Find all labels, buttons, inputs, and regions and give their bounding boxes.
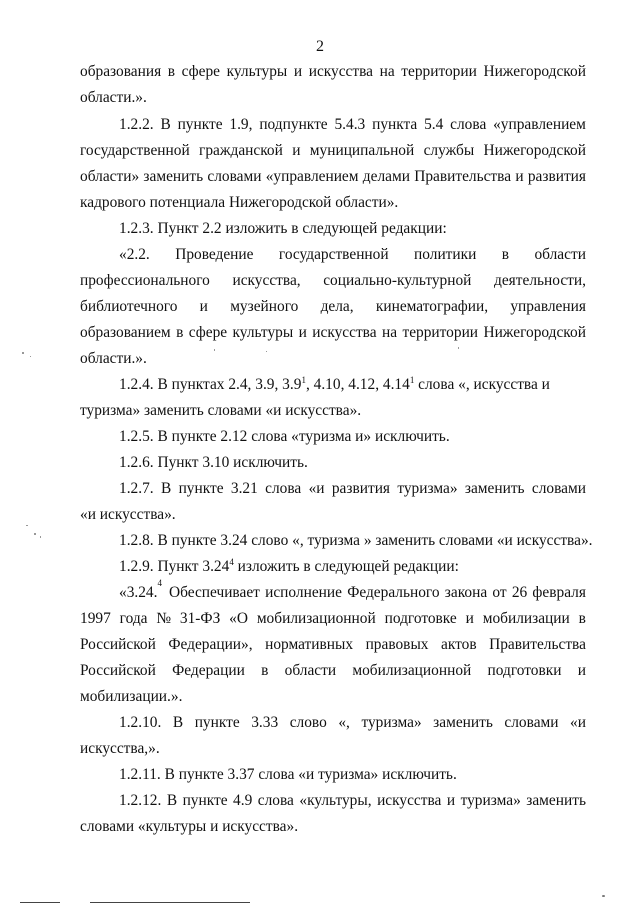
word: заменить	[143, 168, 204, 185]
word: 5.4	[424, 116, 444, 133]
word: искусства	[312, 324, 377, 341]
word: Нижегородской	[483, 142, 586, 159]
text-run: 1.2.4. В пунктах 2.4, 3.9, 3.9	[119, 376, 302, 393]
word: и	[446, 792, 456, 809]
word: туризма»	[397, 480, 458, 497]
word: пункте	[182, 792, 228, 809]
word: и	[293, 63, 303, 80]
text-line-25: мобилизации.».	[80, 688, 183, 705]
word: 1.2.10.	[119, 714, 162, 731]
word: подпункте	[259, 116, 328, 133]
word: туризма»	[361, 714, 422, 731]
word: муниципальной	[309, 142, 415, 159]
word: февраля	[532, 584, 586, 601]
word: службы	[423, 142, 475, 159]
word: «управлением	[265, 168, 359, 185]
word: туризма»	[460, 792, 521, 809]
word: «О	[229, 610, 248, 627]
word: актов	[441, 636, 477, 653]
word: области	[534, 246, 586, 263]
word: 1997	[80, 610, 111, 627]
word: «и	[570, 714, 586, 731]
word: 4.9	[233, 792, 253, 809]
word: Федерации»,	[168, 636, 253, 653]
word: сфере	[188, 324, 228, 341]
text-line-17	[119, 479, 586, 499]
word: закона	[444, 584, 488, 601]
word: образованием	[80, 324, 171, 341]
word: мобилизации	[482, 610, 570, 627]
word: Проведение	[175, 246, 254, 263]
word: делами	[362, 168, 410, 185]
word: 1.2.12.	[119, 792, 162, 809]
word: и	[465, 610, 474, 627]
word: на	[381, 324, 398, 341]
text-line-19: 1.2.8. В пункте 3.24 слово «, туризма » заменить словами «и искусства».	[119, 532, 593, 549]
text-run: «3.24.	[119, 584, 158, 601]
text-line-6: кадрового потенциала Нижегородской области».	[80, 194, 399, 211]
text-line-5	[80, 167, 586, 187]
text-run: изложить в следующей редакции:	[233, 558, 459, 575]
word: и	[292, 142, 301, 159]
text-line-20	[119, 557, 459, 577]
text-line-13	[119, 375, 550, 395]
page-number: 2	[316, 38, 324, 55]
text-line-11	[80, 323, 586, 343]
word: области	[284, 662, 337, 679]
word: 26	[511, 584, 528, 601]
word: «и	[308, 480, 325, 497]
word: искусства	[377, 792, 442, 809]
text-line-3	[119, 115, 586, 135]
text-line-16: 1.2.6. Пункт 3.10 исключить.	[119, 454, 308, 471]
scan-speck	[30, 356, 31, 357]
word: библиотечного	[80, 298, 178, 315]
word: Федерации	[172, 662, 245, 679]
word: 1.9,	[229, 116, 253, 133]
word: культуры	[232, 324, 294, 341]
scan-speck	[266, 351, 267, 352]
word: правовых	[365, 636, 429, 653]
word: слова	[257, 792, 294, 809]
word: и	[515, 168, 524, 185]
scan-speck	[602, 895, 605, 897]
word: социально-культурной	[323, 272, 472, 289]
word: сфере	[181, 63, 221, 80]
word: Российской	[80, 662, 156, 679]
word: подготовке	[384, 610, 457, 627]
text-line-9	[80, 271, 586, 291]
word: заменить	[433, 714, 493, 731]
word: пункта	[372, 116, 418, 133]
word: музейного	[230, 298, 299, 315]
word: территории	[401, 63, 477, 80]
word: развития	[331, 480, 391, 497]
word: развития	[527, 168, 586, 185]
word: образования	[80, 63, 162, 80]
scan-speck	[22, 352, 24, 354]
text-line-15: 1.2.5. В пункте 2.12 слова «туризма и» исключить.	[119, 428, 450, 445]
word: 3.33	[251, 714, 279, 731]
word: мобилизационной	[352, 662, 472, 679]
word: 1.2.2.	[119, 116, 154, 133]
word: Нижегородской	[483, 63, 586, 80]
word: В	[172, 714, 184, 731]
word: «культуры,	[299, 792, 372, 809]
text-line-1	[80, 62, 586, 82]
word: на	[379, 63, 395, 80]
text-run: 1.2.9. Пункт 3.24	[119, 558, 230, 575]
scan-speck	[214, 349, 215, 351]
word: «управлением	[493, 116, 586, 133]
word: государственной	[80, 142, 190, 159]
word: года	[119, 610, 148, 627]
text-line-18: «и искусства».	[80, 506, 176, 523]
text-line-2: области.».	[80, 89, 147, 106]
text-line-27: искусства,».	[80, 740, 160, 757]
word: №	[156, 610, 172, 627]
text-line-30: словами «культуры и искусства».	[80, 818, 299, 835]
word: Российской	[80, 636, 156, 653]
word: В	[166, 792, 178, 809]
bottom-edge-artifact	[20, 902, 60, 903]
word: 3.21	[230, 480, 258, 497]
text-line-4	[80, 141, 586, 161]
word: в	[176, 324, 184, 341]
word: «2.2.	[119, 246, 150, 263]
word: В	[160, 116, 171, 133]
text-run: слова «, искусства и	[414, 376, 550, 393]
text-run: , 4.10, 4.12, 4.14	[305, 376, 410, 393]
word: от	[492, 584, 507, 601]
text-line-23	[80, 635, 586, 655]
word: нормативных	[265, 636, 354, 653]
word: территории	[402, 324, 479, 341]
word: области»	[80, 168, 140, 185]
word: государственной	[278, 246, 389, 263]
word: 1.2.7.	[119, 480, 154, 497]
text-line-12: области.».	[80, 350, 147, 367]
word: слова	[450, 116, 487, 133]
word: управления	[510, 298, 586, 315]
word: исполнение	[265, 584, 342, 601]
text-line-22	[80, 609, 586, 629]
word: мобилизационной	[256, 610, 376, 627]
word: пункте	[194, 714, 240, 731]
text-line-7: 1.2.3. Пункт 2.2 изложить в следующей редакции:	[119, 220, 447, 237]
word: и	[298, 324, 307, 341]
word: 31-ФЗ	[179, 610, 221, 627]
word: Обеспечивает	[168, 584, 260, 601]
superscript: 4	[229, 557, 234, 567]
word: слова	[265, 480, 302, 497]
scan-speck	[34, 533, 36, 535]
word: культуры	[226, 63, 288, 80]
text-line-8	[119, 245, 586, 265]
word: в	[261, 662, 269, 679]
superscript: 1	[409, 375, 415, 385]
word: словами	[504, 714, 559, 731]
text-line-21	[119, 578, 586, 603]
word: 5.4.3	[334, 116, 366, 133]
word: словами	[207, 168, 262, 185]
word: заменить	[464, 480, 525, 497]
superscript: 1	[301, 375, 306, 385]
word: пункте	[178, 480, 224, 497]
word: и	[199, 298, 208, 315]
word: и	[577, 662, 586, 679]
word: В	[160, 480, 172, 497]
bottom-edge-artifact	[90, 902, 250, 903]
word: искусства	[308, 63, 374, 80]
text-line-26	[119, 713, 586, 733]
word: деятельности,	[494, 272, 586, 289]
scan-speck	[40, 536, 41, 538]
word: заменить	[526, 792, 586, 809]
word: кинематографии,	[375, 298, 489, 315]
word: гражданской	[199, 142, 283, 159]
text-line-24	[80, 661, 586, 681]
word: Правительства	[489, 636, 586, 653]
scan-speck	[458, 347, 459, 349]
word: в	[167, 63, 176, 80]
superscript: 4	[157, 578, 162, 588]
text-line-14: туризма» заменить словами «и искусства».	[80, 402, 362, 419]
word: подготовки	[487, 662, 562, 679]
word: дела,	[320, 298, 354, 315]
scan-speck	[26, 525, 28, 526]
word: Правительства	[414, 168, 512, 185]
word: политики	[414, 246, 477, 263]
text-line-29	[119, 791, 586, 811]
word: словами	[531, 480, 586, 497]
word: искусства,	[232, 272, 301, 289]
word: пункте	[177, 116, 223, 133]
text-run	[169, 583, 586, 603]
word: Федерального	[347, 584, 440, 601]
word: Нижегородской	[483, 324, 586, 341]
word: слово	[289, 714, 327, 731]
word: в	[501, 246, 510, 263]
word: профессионального	[80, 272, 210, 289]
text-line-28: 1.2.11. В пункте 3.37 слова «и туризма» исключить.	[119, 766, 457, 783]
text-line-10	[80, 297, 586, 317]
word: в	[578, 610, 586, 627]
word: «,	[338, 714, 350, 731]
